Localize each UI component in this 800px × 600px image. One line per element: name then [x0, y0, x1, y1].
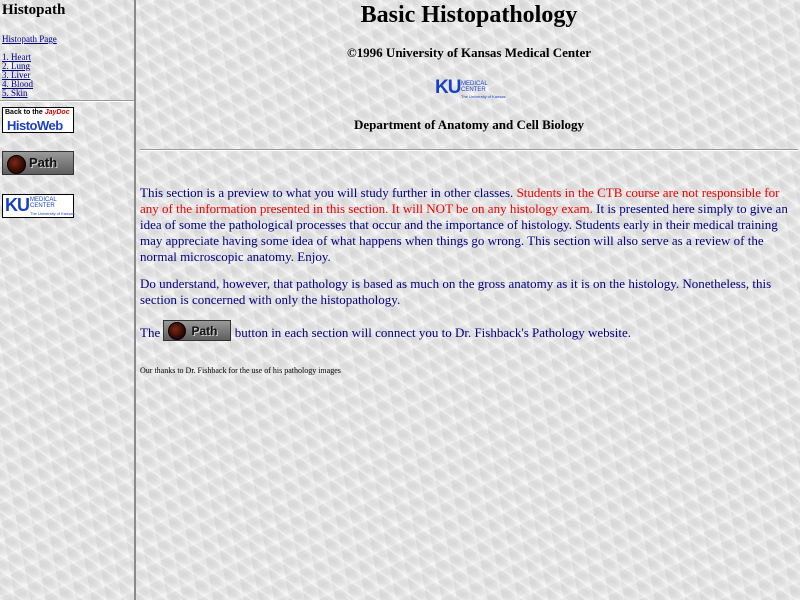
copyright-text: ©1996 University of Kansas Medical Center [346, 45, 592, 60]
ku-logo-letters: KU [5, 195, 29, 215]
sidebar-divider [0, 100, 134, 102]
histopath-page-link[interactable]: Histopath Page [2, 34, 57, 44]
path-button-label: Path [191, 324, 218, 338]
main-divider [140, 149, 798, 151]
ku-logo-text: MEDICAL CENTER [461, 81, 488, 93]
main-frame [138, 0, 800, 600]
path-button-label: Path [29, 155, 58, 170]
sidebar-link-skin[interactable]: 5. Skin [2, 88, 28, 98]
kumc-logo [435, 78, 505, 100]
inline-path-button[interactable] [163, 320, 231, 341]
warning-text: Students in the CTB course are not responsible for any of the information presented in this section. It will NOT be on any histology exam. [140, 185, 780, 216]
pathology-paragraph: Do understand, however, that pathology is based as much on the gross anatomy as it is on the histology. Nonetheless, this section is concerned with only the histopathology. [140, 276, 772, 307]
left-frame [0, 0, 136, 600]
ku-logo-subtext: The University of Kansas [461, 94, 506, 99]
sidebar-title: Histopath [2, 2, 66, 18]
histoweb-main-text: HistoWeb [7, 118, 63, 133]
ku-logo-text: MEDICAL CENTER [30, 197, 57, 209]
ku-logo-letters: KU [435, 77, 461, 98]
kumc-button[interactable] [2, 194, 74, 218]
sidebar-link-lung[interactable]: 2. Lung [2, 61, 30, 71]
path-ball-icon [7, 155, 26, 174]
sidebar-link-liver[interactable]: 3. Liver [2, 70, 31, 80]
histoweb-button[interactable] [2, 107, 74, 133]
path-ball-icon [168, 322, 186, 340]
department-title: Department of Anatomy and Cell Biology [353, 117, 585, 132]
ku-logo-subtext: The University of Kansas [30, 211, 75, 216]
thanks-note: Our thanks to Dr. Fishback for the use of his pathology images [140, 366, 341, 375]
page-title: Basic Histopathology [360, 2, 578, 28]
intro-paragraph: This section is a preview to what you will study further in other classes. Students in the CTB course are not responsible for any of the information presented in this section. It will NOT be on any histology exam. It is presented here simply to give an idea of some the pathological processes that occur and the importance of histology. Students early in their medical training may appreciate having some idea of what happens when things go wrong. This section will also serve as a review of the normal microscopic anatomy. Enjoy. [140, 185, 788, 264]
sidebar-link-heart[interactable]: 1. Heart [2, 52, 31, 62]
sidebar-link-blood[interactable]: 4. Blood [2, 79, 34, 89]
histoweb-top-text: Back to the JayDoc [5, 109, 70, 116]
path-button-paragraph: The Path button in each section will connect you to Dr. Fishback's Pathology website. [140, 320, 800, 341]
path-button[interactable] [2, 151, 74, 175]
